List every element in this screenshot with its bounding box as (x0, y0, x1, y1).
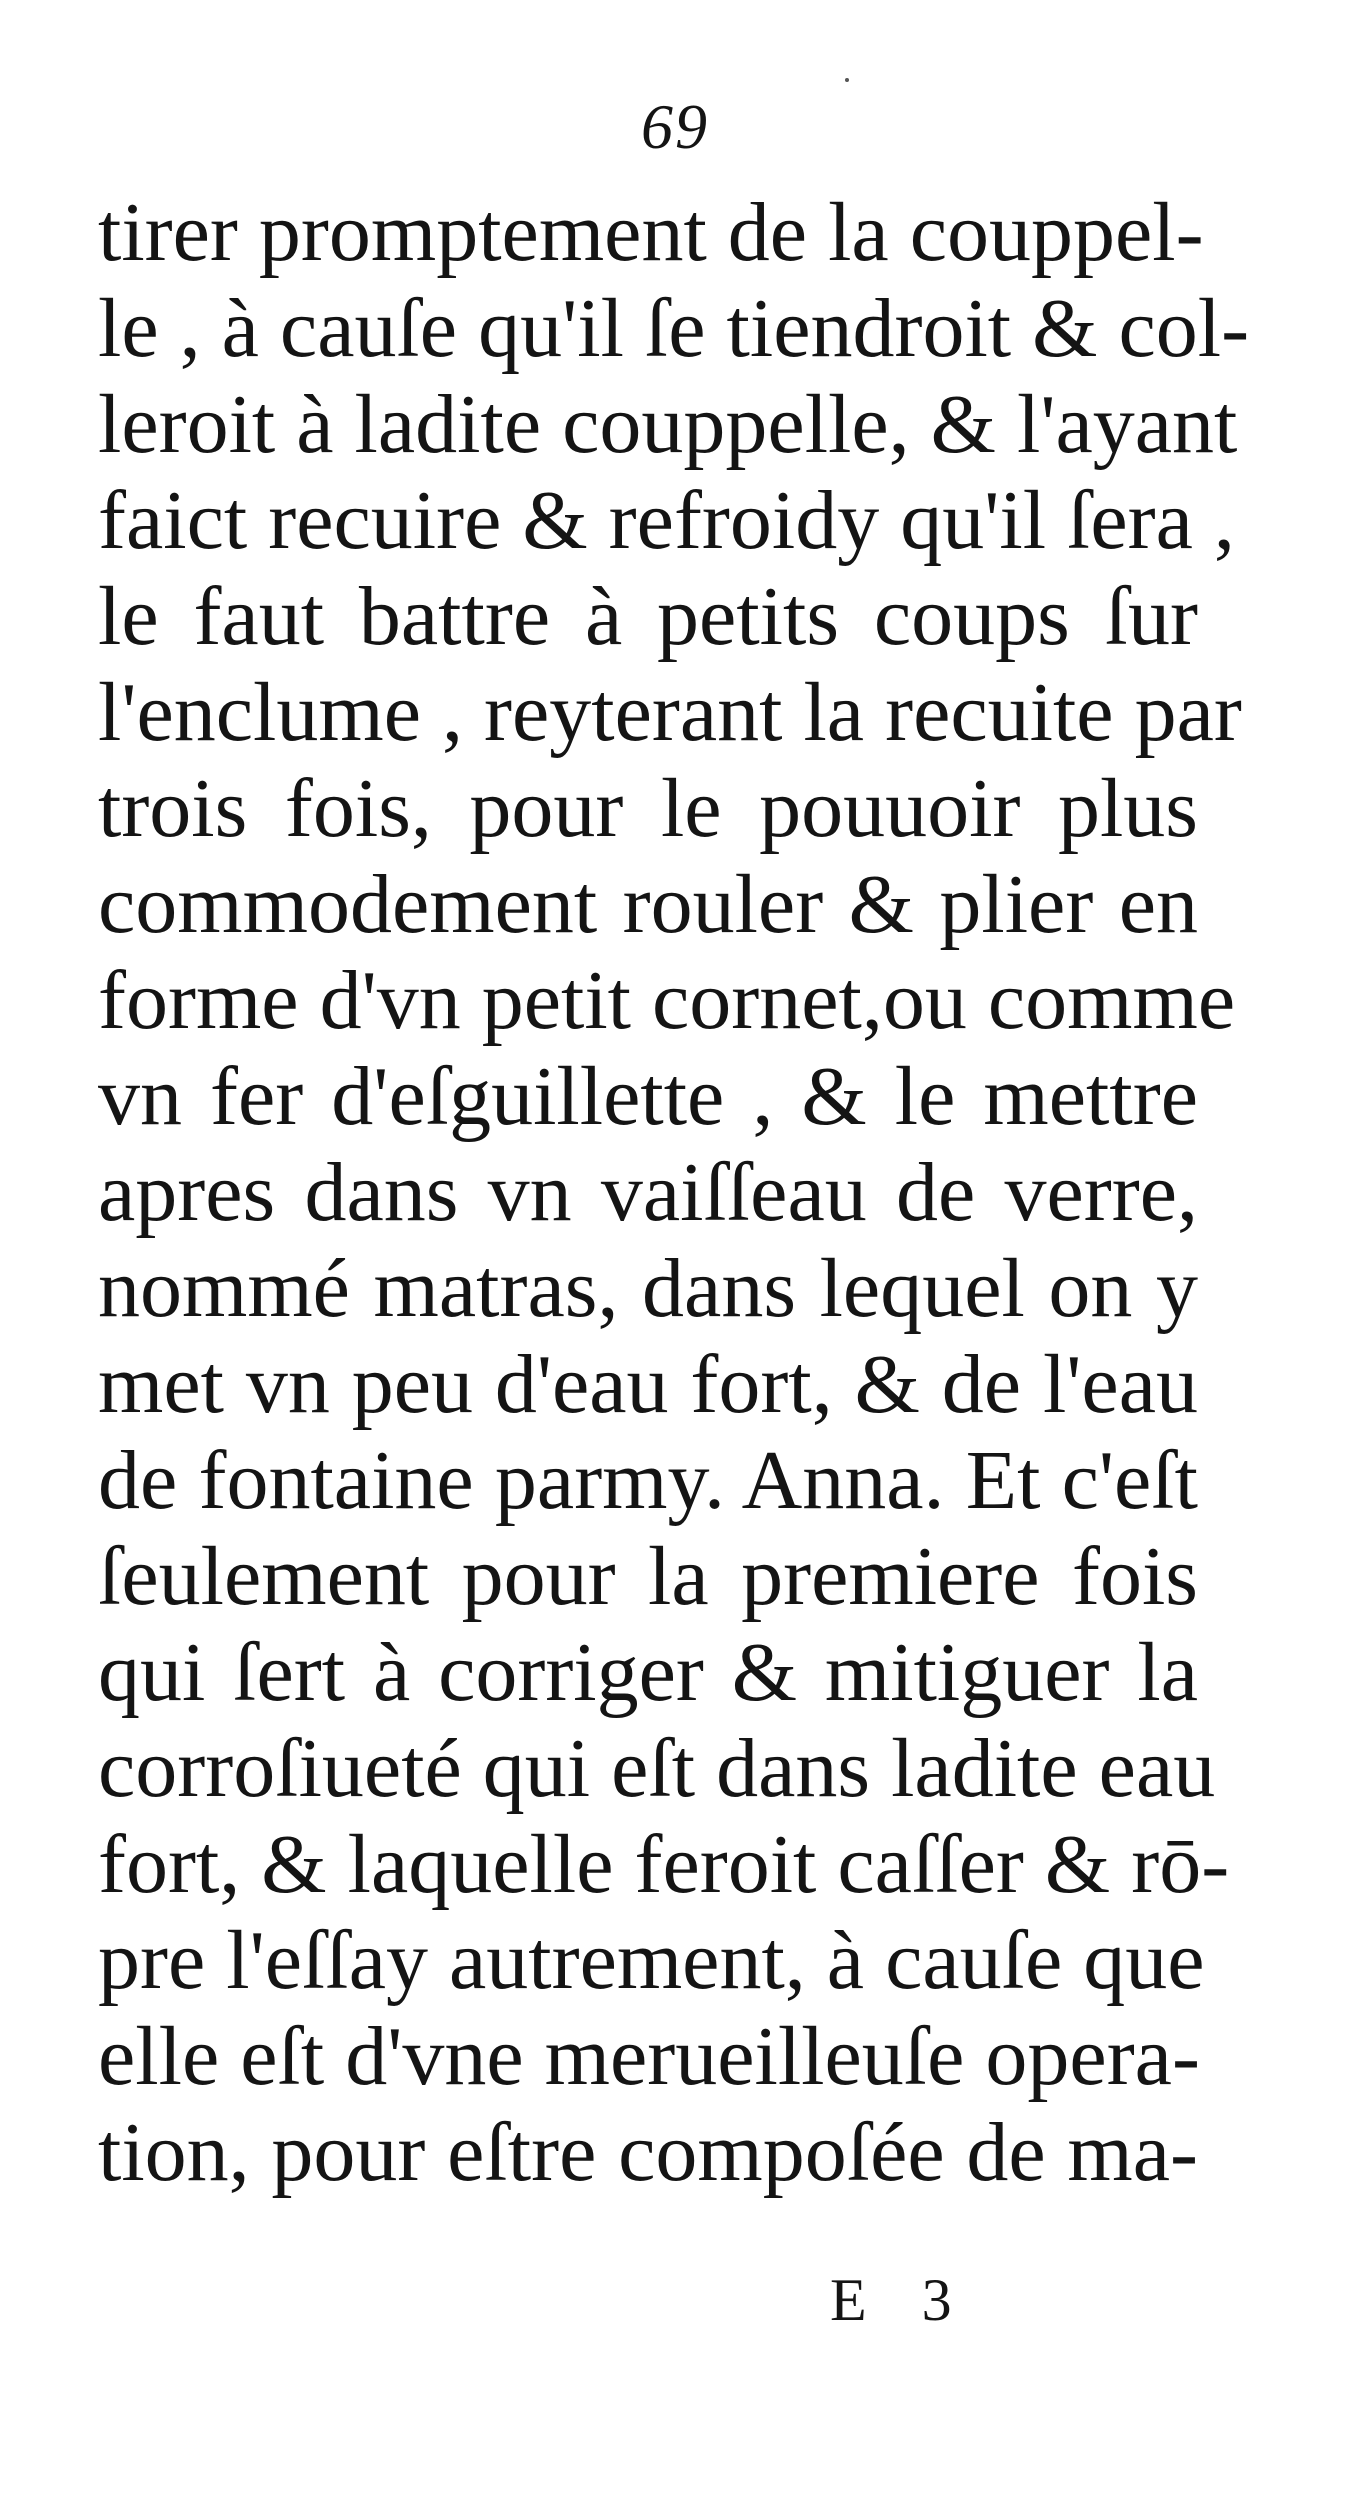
page-number: 69 (641, 91, 709, 162)
ink-speck (845, 78, 849, 82)
text-line: qui ſert à corriger & mitiguer la (98, 1626, 1198, 1719)
text-line: faict recuire & refroidy qu'il ſera , (98, 474, 1235, 567)
text-line: tion, pour eſtre compoſée de ma- (98, 2106, 1198, 2199)
text-line: tirer promptement de la couppel- (98, 186, 1204, 279)
text-line: leroit à ladite couppelle, & l'ayant (98, 378, 1238, 471)
text-line: elle eſt d'vne merueilleuſe opera- (98, 2010, 1200, 2103)
text-line: nommé matras, dans lequel on y (98, 1242, 1198, 1335)
text-line: pre l'eſſay autrement, à cauſe que (98, 1914, 1205, 2007)
text-line: apres dans vn vaiſſeau de verre, (98, 1146, 1198, 1239)
text-line: ſeulement pour la premiere fois (98, 1530, 1198, 1623)
text-line: corroſiueté qui eſt dans ladite eau (98, 1722, 1216, 1815)
text-line: commodement rouler & plier en (98, 858, 1198, 951)
text-line: vn fer d'eſguillette , & le mettre (98, 1050, 1198, 1143)
signature-mark: E 3 (830, 2267, 952, 2333)
text-line: l'enclume , reyterant la recuite par (98, 666, 1242, 759)
text-line: trois fois, pour le pouuoir plus (98, 762, 1198, 855)
text-line: fort, & laquelle feroit caſſer & rō- (98, 1818, 1230, 1911)
text-line: forme d'vn petit cornet,ou comme (98, 954, 1236, 1047)
text-line: met vn peu d'eau fort, & de l'eau (98, 1338, 1198, 1431)
text-line: le faut battre à petits coups ſur (98, 570, 1198, 663)
text-line: de fontaine parmy. Anna. Et c'eſt (98, 1434, 1198, 1527)
body-text (98, 185, 1250, 2201)
text-line: le , à cauſe qu'il ſe tiendroit & col- (98, 282, 1250, 375)
